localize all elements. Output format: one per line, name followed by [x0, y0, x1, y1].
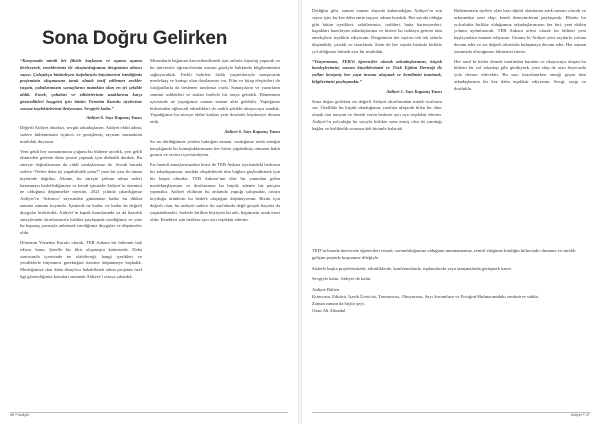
team-roles: Kurucusu, Editörü, İçerik Üreticisi, Tasarımcısı, Okuyucusu, Sayı Sorumlusu ve Fotoğraf-Bulmacamdaki zımbırtıve sahibi. — [312, 293, 540, 299]
quote-source: Aidiyet 6. Sayı Kapanış Yazısı — [86, 115, 142, 121]
quote-source: Aidiyet 6. Sayı Kapanış Yazısı — [224, 128, 280, 134]
paragraph: Dönemin Yönetim Kurulu olarak, TEB Ankara bir bültenin hak ediyor bunu. Şerefle bir fikir oluşmuştu kafamızda. Daha sonrasında içerisinde ne olabileceği, hangi içerikleri ve yeniliklerle büyümesi gerektiğini üzerine düşünmeye başladık. Mesleğimize dair daha detaylıca bakabilmek adına projenin özel ilgi gösterdiğimiz konuları sonunda Aidiyet’i ortaya çıkardık. — [20, 239, 142, 279]
paragraph: Bültenimizin üyeleri olan bazı dijital olanlarına artık mezun olacak ve arkasından yeni ekip, kendi deneyimlerini paylaşacak. Elbette bu yolculukta birlikte olduğumuz arkadaşlarımızın her biri, yeni ekibin yolunu aydınlatacak. TEB Ankara ailesi olarak bu bülteni yeni başlayanlara emanet ediyoruz. Umarız ki Aidiyet yeni sayılarla yoluna devam eder ve siz değerli okurlarla buluşmaya devam eder. Her zaman yanınızda olacağımızı bilmenizi isteriz. — [454, 8, 586, 54]
quote-source: Aidiyet 1. Sayı Kapanış Yazısı — [386, 88, 442, 94]
paragraph: Her nasıl ki bizler dernek tarafından kurulan ve okuyucuya ulaşan bu bülteni bir yol arkadaşı gibi gördüysek, yeni ekip de aynı heyecanla yola devam edecektir. Bu sayı hazırlanırken emeği geçen tüm arkadaşlarıma bir kez daha teşekkür ediyorum. Sevgi, saygı ve dostlukla. — [454, 58, 586, 91]
closing-lead: TED’in burada üniversite öğrencileri olarak, sorumluluğumuz olduğunu unutmamamız, temsil ettiğimiz kimliğin bilincinde olmamız ve sürekli gelişim peşinde koşmamız dileğiyle. — [312, 248, 576, 260]
paragraph: Mezunlarla bağımızı kuvvetlendirmek için onlarla röportaj yapacak ve bu üniversite öğrencilerinin mezun gözüyle hakkında bilgilenmesini sağlayacaktık. Farklı hobileri farklı yaşantılarıyla tanıştırarak meslektaş ve komşu olan dostlarımız var. Film ve kitap eleştirileri ile fotoğraflarla da beslenen tarafımız vardı. Sanatçıların ve yazarların samimi sohbetleri ve anıları bizlerle bir araya getirdik. Döneminin içerisinde ne yaptığımız zaman zaman akla gelebilir. Yaptığımız birbirinden eğlenceli etkinlikleri de renkli şekilde okuyucuya sunduk. Yaşadığımız bu süreçte ekibe katılan yeni dostlarla büyümeye devam ettik. — [150, 58, 280, 125]
paragraph: Yeni geldi bey zamanımızın çoğunu bu bültene ayırdık, yeri geldi elimizden gelenin daha iyisini yapmak için didindik durduk. Bu süreçte doğrularımızı da ciddi yanlışlarımız da. Ancak burada sizlere “Neleri daha iyi yapabilirdik yahu?” tarzı bir yazı ile tutma niyetinde değilim. Aksine, bu süreçte şahsım adına neleri kazanmayı hedeflediğimize ve kendi içimizde Aidiyet’in önemini ne olduğunu değinmekle niyetim. 2021 yılında çıkardığımız Aidiyet’in ‘Sıfırıncı’ sayısından günümüze kadar bu dikkat zamanı zamanı koyunda. İçimizde ne kadar, ne kadar da değerli duygular biriktirdik. Aidiyet’in kapak konularında ya da hazırlık süreçlerinde okurlarımızla birlikte paylaşmak istediğimiz ve yine bu kapanış yazısıyla anlatmak istediğimiz duygular ve düşünceler oldu. — [20, 148, 142, 236]
paragraph: Sona doğru gelirken siz değerli Aidiyet okurlarından minik ricalarım var. Özellikle bu küçük okuduğunuz yazılara ulaşarak bilen bir okur olarak sizi tanıyan ve destek veren herkese ayrı ayrı teşekkür ederim. Aidiyet’in yolculuğu bu sayıyla birlikte sona ermiş olsa da yarattığı bağlar ve birliktelik sonsuza dek bizimle kalacak. — [312, 98, 442, 131]
paragraph: En önemli amaçlarımızdan birisi de TEB Ankara içerisindeki herkesin bir arkadaşımızın, aradaki oluşabilecek tüm bağları güçlendirmek için bir köprü olmaktı. TEB Ankara’nın dört bir yanından gelen meslektaşlarımızı ve dostlarımızı bu büyük ailenin bir parçası yapmaktı. Aidiyet ekibinin bu anlamda yaptığı çalışmalar, ortaya koyduğu ürünlerin bu hedefe ulaştığını düşünüyorum. Bizim için değerli olan, bu aidiyeti sadece bu sayfalarda değil gerçek hayatta da yaşatabilmekti. Sizlerle birlikte büyüyen bu aile, hepimizin ortak eseri oldu. Emekleri için herkese ayrı ayrı teşekkür ederim. — [150, 162, 280, 222]
magazine-name: Aidiyet — [17, 413, 30, 417]
pull-quote: “Karşınızda minik bir fikirle başlayan ve aşama aşama ilerleyerek, emeklerimiz ile oluşturduğumuz dergimizin altıncı sayısı. Çalıştıkça bütünleşen kafalarıyla büyümesini istediğimiz projemizin oluşmasına tanık olmak tarif edilemez zevkler yaşattı, çabalarımızın sonuçlarını mümkün olan en iyi şekilde aldık. Emek, çabaları ve editörlerinin uzaklarına karşı gösterdikleri hoşgörü için bütün Yönetim Kurulu üyelerime sonsuz teşekkürlerimi iletiyorum. Sevgiyle kalın.” — [20, 58, 142, 111]
left-page — [0, 0, 298, 424]
column-c — [312, 8, 442, 403]
column-d — [454, 8, 586, 218]
paragraph: Su an dürdüğümüz yerden baktığım zaman, vardığımız tonla emeğin karşılığında bu konuştuklarımızın her birini yapabilmiş olmanın haklı gururu ve sevinci içerisindeyim. — [150, 138, 280, 158]
bullet-icon: ▪ — [582, 412, 585, 418]
footer-right — [570, 412, 590, 418]
bullet-icon: ▪ — [15, 412, 18, 418]
page-number: 47 — [585, 413, 590, 417]
closing-farewell: Sevgiyle kalın, Aidiyet ile kalın. — [312, 276, 372, 282]
paragraph: Dediğim gibi, zaman zaman duyuda kalamadığım Aidiyet’in son sayısı için, bu kez daha emin taşıyor adıma koyduk. Her sayıda olduğu gibi bütün içerikleri, sabitlerimizi, tarihleri, hatta kartezyenleri, kapakları hazırlayan arkadaşlarıma ve bizleri bu noktaya getiren tüm emekçilere teşekkür ediyorum. Dergimizin her sayfası tek tek sabırla düşünüldü, yazıldı ve tasarlandı. Sizin de her sayıda bizimle birlikte yol aldığınızı bilmek ayrı bir mutluluk. — [312, 8, 442, 54]
right-page — [302, 0, 600, 424]
team-heading: Aidiyet Bülten — [312, 287, 340, 293]
footer-divider — [312, 412, 590, 413]
paragraph: Değerli Aidiyet okurları, sevgili arkadaşlarım. Aidiyet ekibi adına, sizlere bültenimizin üçüncü ve genişlemiş sayısını sunmaktan mutluluk duyarım. — [20, 125, 142, 144]
team-note: Zaman zaman da hiçbir şeyi. — [312, 300, 365, 306]
footer-left — [10, 412, 29, 418]
page-number: 46 — [10, 413, 15, 417]
article-title: Sona Doğru Gelirken — [42, 28, 228, 49]
column-a — [20, 58, 142, 403]
column-b — [150, 58, 280, 403]
closing-section — [312, 248, 588, 314]
footer-divider — [10, 412, 288, 413]
closing-message: Sizlerle başka projelerimizde, etkinliklerde, konferanslarda, toplantılarda veya tanışmalarda görüşmek üzere. — [312, 265, 513, 271]
author-name: Ozan Ali Altundal — [312, 307, 346, 313]
pull-quote: “Yüzyenımızı, TEB’li öğrenciler olarak arkadaşlarımızı, küçük kardeşlerimizi, mezun büyüklerimizi ve Türk Eğitim Derneği ile yollan kesişmiş her yaşıt insana ulaşmak ve kendimizi tanıtmak, bilgilerimizi paylaşmaktı.” — [312, 58, 442, 84]
team-credits — [312, 287, 588, 314]
magazine-name: Aidiyet — [570, 413, 582, 417]
